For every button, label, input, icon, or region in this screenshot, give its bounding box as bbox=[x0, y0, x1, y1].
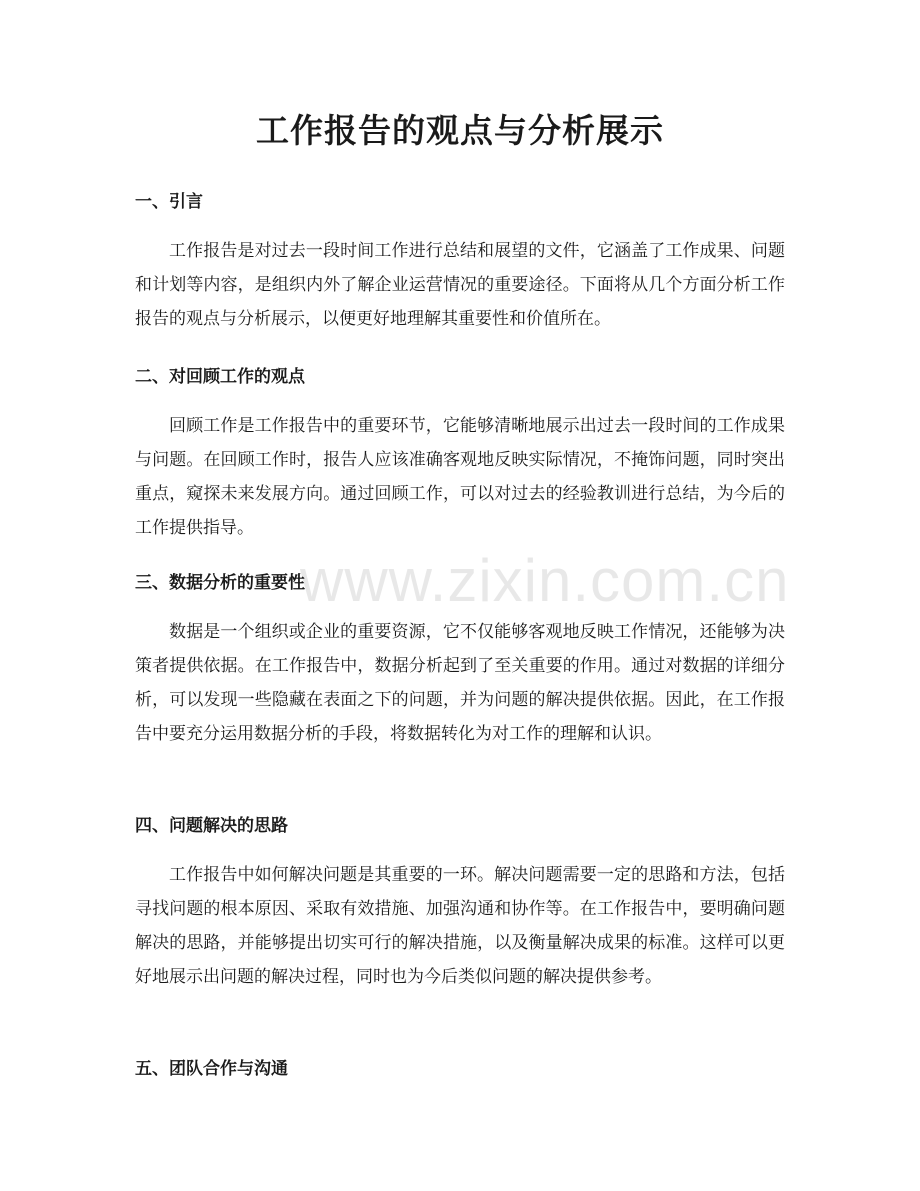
watermark-text: www.zixin.com.cn bbox=[300, 547, 790, 614]
section-heading-data-analysis: 三、数据分析的重要性 bbox=[135, 573, 305, 593]
section-heading-intro: 一、引言 bbox=[135, 192, 203, 212]
section-paragraph-intro: 工作报告是对过去一段时间工作进行总结和展望的文件，它涵盖了工作成果、问题和计划等内容，是组织内外了解企业运营情况的重要途径。下面将从几个方面分析工作报告的观点与分析展示，以便更好地理解其重要性和价值所在。 bbox=[135, 241, 785, 329]
section-paragraph-data-analysis: 数据是一个组织或企业的重要资源，它不仅能够客观地反映工作情况，还能够为决策者提供依据。在工作报告中，数据分析起到了至关重要的作用。通过对数据的详细分析，可以发现一些隐藏在表面之下的问题，并为问题的解决提供依据。因此，在工作报告中要充分运用数据分析的手段，将数据转化为对工作的理解和认识。 bbox=[135, 622, 785, 744]
section-heading-review: 二、对回顾工作的观点 bbox=[135, 367, 305, 387]
section-paragraph-problem-solving: 工作报告中如何解决问题是其重要的一环。解决问题需要一定的思路和方法，包括寻找问题的根本原因、采取有效措施、加强沟通和协作等。在工作报告中，要明确问题解决的思路，并能够提出切实可行的解决措施，以及衡量解决成果的标准。这样可以更好地展示出问题的解决过程，同时也为今后类似问题的解决提供参考。 bbox=[135, 865, 785, 987]
section-heading-teamwork: 五、团队合作与沟通 bbox=[135, 1059, 288, 1079]
section-heading-problem-solving: 四、问题解决的思路 bbox=[135, 816, 288, 836]
document-title: 工作报告的观点与分析展示 bbox=[256, 111, 664, 150]
section-paragraph-review: 回顾工作是工作报告中的重要环节，它能够清晰地展示出过去一段时间的工作成果与问题。在回顾工作时，报告人应该准确客观地反映实际情况，不掩饰问题，同时突出重点，窥探未来发展方向。通过回顾工作，可以对过去的经验教训进行总结，为今后的工作提供指导。 bbox=[135, 416, 785, 538]
